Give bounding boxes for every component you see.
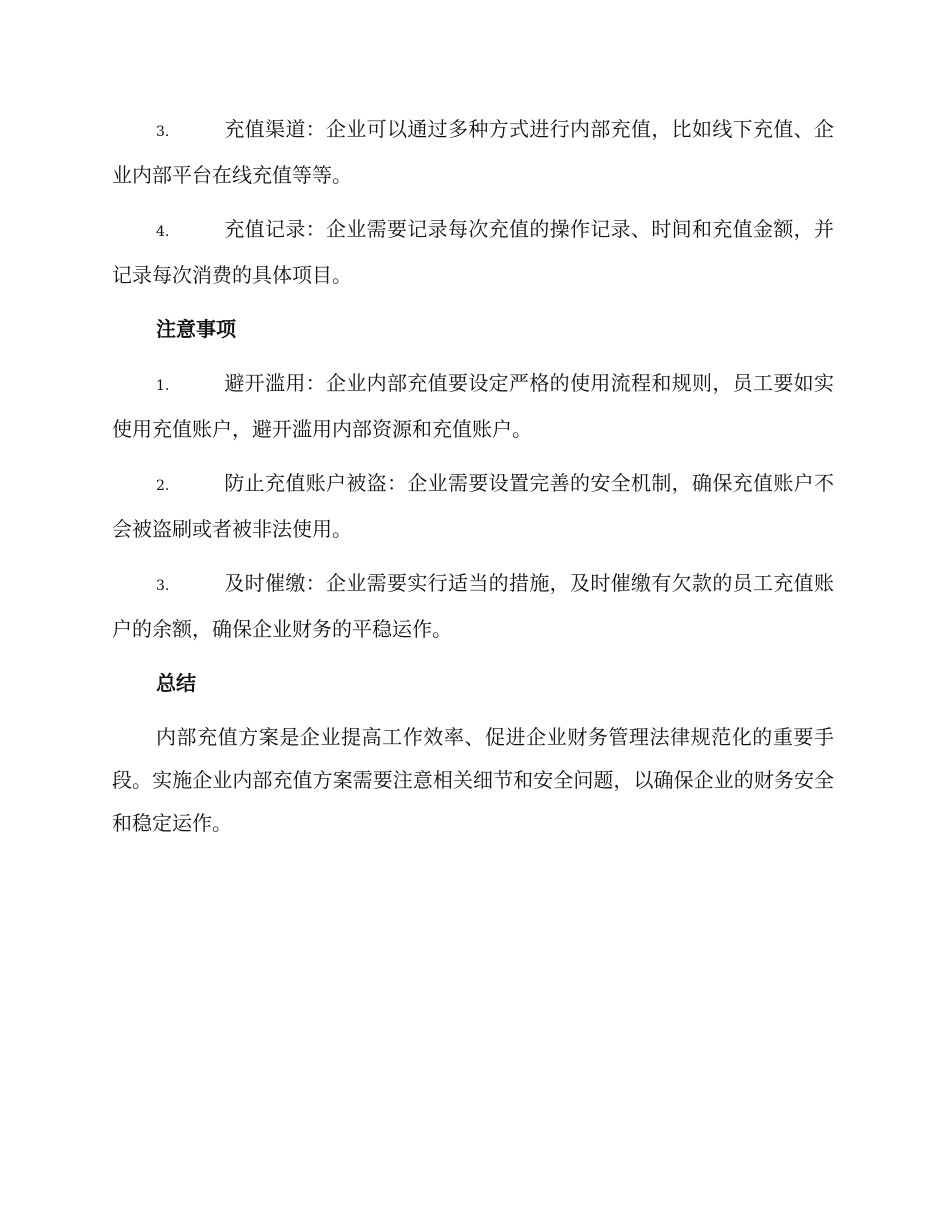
list-item-text: 充值渠道：企业可以通过多种方式进行内部充值，比如线下充值、企业内部平台在线充值等等。 [112,117,834,187]
list-item-number: 3. [156,124,170,140]
list-item-text: 充值记录：企业需要记录每次充值的操作记录、时间和充值金额，并记录每次消费的具体项目。 [112,217,834,287]
list-item-text: 防止充值账户被盗：企业需要设置完善的安全机制，确保充值账户不会被盗刷或者被非法使用。 [112,471,834,541]
list-item-number: 1. [156,378,170,394]
list-item-avoid-abuse [112,362,834,451]
list-item-text: 避开滥用：企业内部充值要设定严格的使用流程和规则，员工要如实使用充值账户，避开滥用内部资源和充值账户。 [112,371,834,441]
summary-heading: 总结 [156,671,196,695]
list-item-number: 2. [156,478,170,494]
list-item-recharge-record [112,208,834,297]
list-item-timely-collection [112,562,834,651]
list-item-number: 3. [156,578,170,594]
summary-paragraph: 内部充值方案是企业提高工作效率、促进企业财务管理法律规范化的重要手段。实施企业内部充值方案需要注意相关细节和安全问题，以确保企业的财务安全和稳定运作。 [112,725,834,835]
notes-heading: 注意事项 [156,317,236,341]
document-body [112,108,834,845]
list-item-number: 4. [156,224,170,240]
list-item-recharge-channel [112,108,834,197]
list-item-prevent-theft [112,462,834,551]
list-item-text: 及时催缴：企业需要实行适当的措施，及时催缴有欠款的员工充值账户的余额，确保企业财务的平稳运作。 [112,571,834,641]
